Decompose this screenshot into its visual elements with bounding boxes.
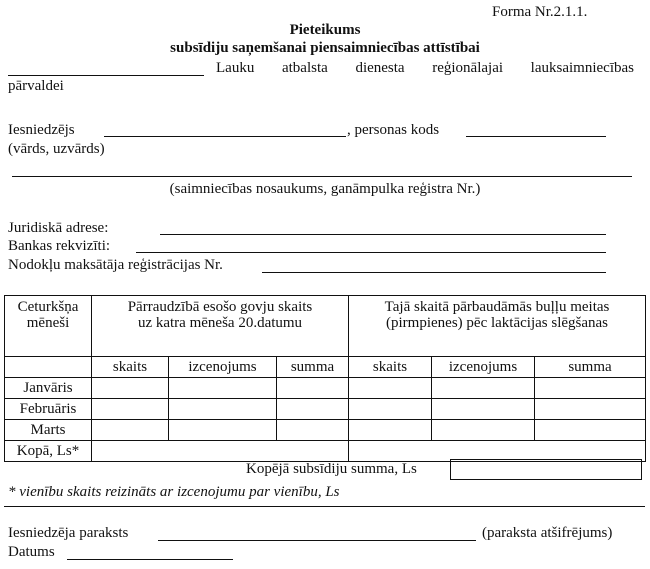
row-label-january: Janvāris [5,378,92,399]
sub-header: summa [535,357,646,378]
farm-hint: (saimniecības nosaukums, ganāmpulka reģistra Nr.) [169,181,481,197]
table-cell[interactable] [349,378,432,399]
quarter-months-header: Ceturkšņa mēneši [5,296,92,357]
group1-header: Pārraudzībā esošo govju skaits uz katra mēneša 20.datumu [92,296,349,357]
date-label: Datums [8,544,55,560]
table-cell[interactable] [432,420,535,441]
row-label-february: Februāris [5,399,92,420]
addressee-line1: Lauku atbalsta dienesta reģionālajai lauksaimniecības [216,60,634,76]
sub-header: skaits [349,357,432,378]
document-title: Pieteikums [289,22,361,38]
row-label-march: Marts [5,420,92,441]
grand-total-label: Kopējā subsīdiju summa, Ls [246,461,417,477]
document-subtitle: subsīdiju saņemšanai piensaimniecības attīstībai [170,40,480,56]
sub-header: izcenojums [432,357,535,378]
legal-address-line[interactable] [160,234,606,235]
farm-name-line[interactable] [12,176,632,177]
table-cell[interactable] [169,399,277,420]
signature-label: Iesniedzēja paraksts [8,525,129,541]
personal-code-label: , personas kods [347,122,440,138]
table-cell[interactable] [277,378,349,399]
subsidy-table [4,295,646,462]
table-cell[interactable] [535,420,646,441]
table-cell[interactable] [92,378,169,399]
footnote: * vienību skaits reizināts ar izcenojumu par vienību, Ls [8,484,340,500]
table-cell[interactable] [535,399,646,420]
sub-header: izcenojums [169,357,277,378]
table-cell[interactable] [349,399,432,420]
tax-reg-line[interactable] [262,272,606,273]
group2-header: Tajā skaitā pārbaudāmās buļļu meitas (pirmpienes) pēc laktācijas slēgšanas [349,296,646,357]
bank-details-label: Bankas rekvizīti: [8,238,111,254]
grand-total-box[interactable] [450,459,642,480]
name-hint: (vārds, uzvārds) [8,141,105,157]
row-label-total: Kopā, Ls* [5,441,92,462]
date-line[interactable] [67,559,233,560]
bank-details-line[interactable] [136,252,606,253]
legal-address-label: Juridiskā adrese: [8,220,109,236]
region-blank-line[interactable] [8,75,204,76]
applicant-name-line[interactable] [104,136,346,137]
form-number: Forma Nr.2.1.1. [492,4,588,20]
table-cell[interactable] [349,420,432,441]
table-cell[interactable] [277,420,349,441]
addressee-line2: pārvaldei [8,78,64,94]
signature-line[interactable] [158,540,476,541]
total-cell-group1[interactable] [92,441,349,462]
table-cell[interactable] [277,399,349,420]
footnote-divider [4,506,645,507]
table-cell[interactable] [92,399,169,420]
table-cell[interactable] [92,420,169,441]
table-cell[interactable] [432,399,535,420]
personal-code-line[interactable] [466,136,606,137]
table-cell[interactable] [535,378,646,399]
tax-reg-label: Nodokļu maksātāja reģistrācijas Nr. [8,257,223,273]
table-cell[interactable] [432,378,535,399]
table-cell[interactable] [169,378,277,399]
sub-header: summa [277,357,349,378]
header-spacer [5,357,92,378]
sub-header: skaits [92,357,169,378]
table-cell[interactable] [169,420,277,441]
applicant-label: Iesniedzējs [8,122,75,138]
signature-hint: (paraksta atšifrējums) [482,525,613,541]
